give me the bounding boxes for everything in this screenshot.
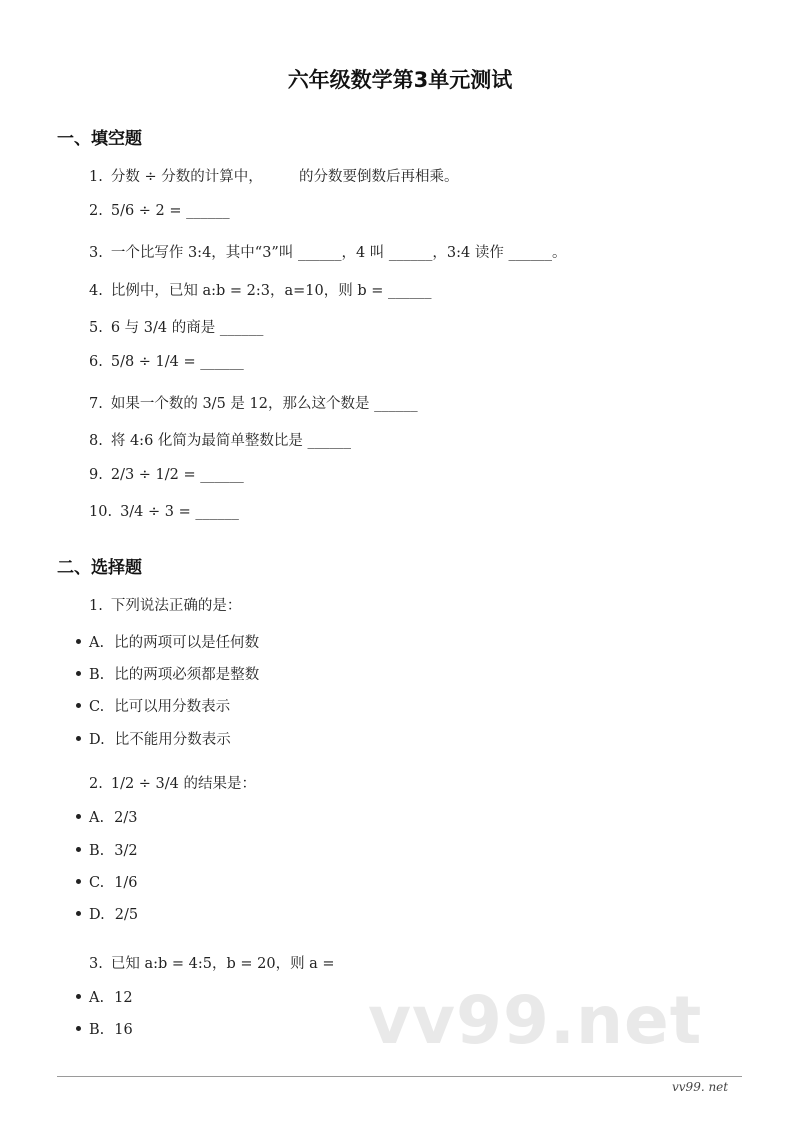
bullet-icon [76,847,81,852]
choice-option: B. 比的两项必须都是整数 [76,663,259,684]
question-number: 6. [89,354,103,370]
bullet-icon [76,994,81,999]
question-number: 4. [89,283,103,299]
choice-option: B. 3/2 [76,843,138,859]
fill-question-9 [89,467,244,483]
fill-question-4 [89,279,431,300]
choice-question-1 [89,594,241,615]
question-text: 5/6 ÷ 2 = ______ [110,203,230,219]
question-text: 如果一个数的 3/5 是 12，那么这个数是 ______ [110,396,418,412]
watermark: vv99.net [368,982,703,1059]
question-number: 5. [89,320,103,336]
fill-question-1 [89,165,458,186]
question-text: 已知 a:b = 4:5，b = 20，则 a = [110,956,335,972]
question-number: 1. [89,598,103,614]
page-title: 六年级数学第3单元测试 [287,68,513,92]
fill-question-8 [89,429,351,450]
question-text: 3/4 ÷ 3 = ______ [120,504,239,520]
question-number: 10. [89,504,113,520]
fill-question-2 [89,203,230,219]
question-text: 5/8 ÷ 1/4 = ______ [110,354,244,370]
section-heading-fill-in: 一、填空题 [57,129,142,149]
question-number: 3. [89,956,103,972]
fill-question-7 [89,392,418,413]
choice-option: C. 1/6 [76,875,138,891]
question-text: 2/3 ÷ 1/2 = ______ [110,467,244,483]
bullet-icon [76,703,81,708]
question-text: 分数 ÷ 分数的计算中， 的分数要倒数后再相乘。 [110,169,459,185]
bullet-icon [76,814,81,819]
fill-question-6 [89,354,244,370]
choice-option: A. 2/3 [76,810,137,826]
fill-question-3 [89,241,566,262]
section-heading-choice: 二、选择题 [57,558,142,578]
question-number: 2. [89,776,103,792]
choice-option: C. 比可以用分数表示 [76,695,230,716]
choice-option: D. 2/5 [76,907,138,923]
choice-option: A. 12 [76,990,133,1006]
bullet-icon [76,879,81,884]
choice-question-3 [89,952,335,973]
choice-option: B. 16 [76,1022,133,1038]
choice-question-2 [89,772,256,793]
question-text: 将 4:6 化简为最简单整数比是 ______ [110,433,352,449]
choice-option: D. 比不能用分数表示 [76,728,231,749]
question-number: 8. [89,433,103,449]
question-text: 下列说法正确的是： [110,598,242,614]
bullet-icon [76,1026,81,1031]
footer-site: vv99. net [672,1080,729,1094]
question-text: 比例中，已知 a:b = 2:3，a=10，则 b = ______ [110,283,432,299]
question-text: 一个比写作 3:4，其中“3”叫 ______，4 叫 ______，3:4 读作 ______。 [110,245,567,261]
question-number: 7. [89,396,103,412]
question-number: 3. [89,245,103,261]
question-text: 6 与 3/4 的商是 ______ [110,320,264,336]
question-number: 2. [89,203,103,219]
bullet-icon [76,911,81,916]
bullet-icon [76,639,81,644]
fill-question-10 [89,504,239,520]
choice-option: A. 比的两项可以是任何数 [76,631,259,652]
question-text: 1/2 ÷ 3/4 的结果是： [110,776,256,792]
bullet-icon [76,736,81,741]
question-number: 9. [89,467,103,483]
footer-divider [57,1076,742,1077]
fill-question-5 [89,316,263,337]
bullet-icon [76,671,81,676]
question-number: 1. [89,169,103,185]
